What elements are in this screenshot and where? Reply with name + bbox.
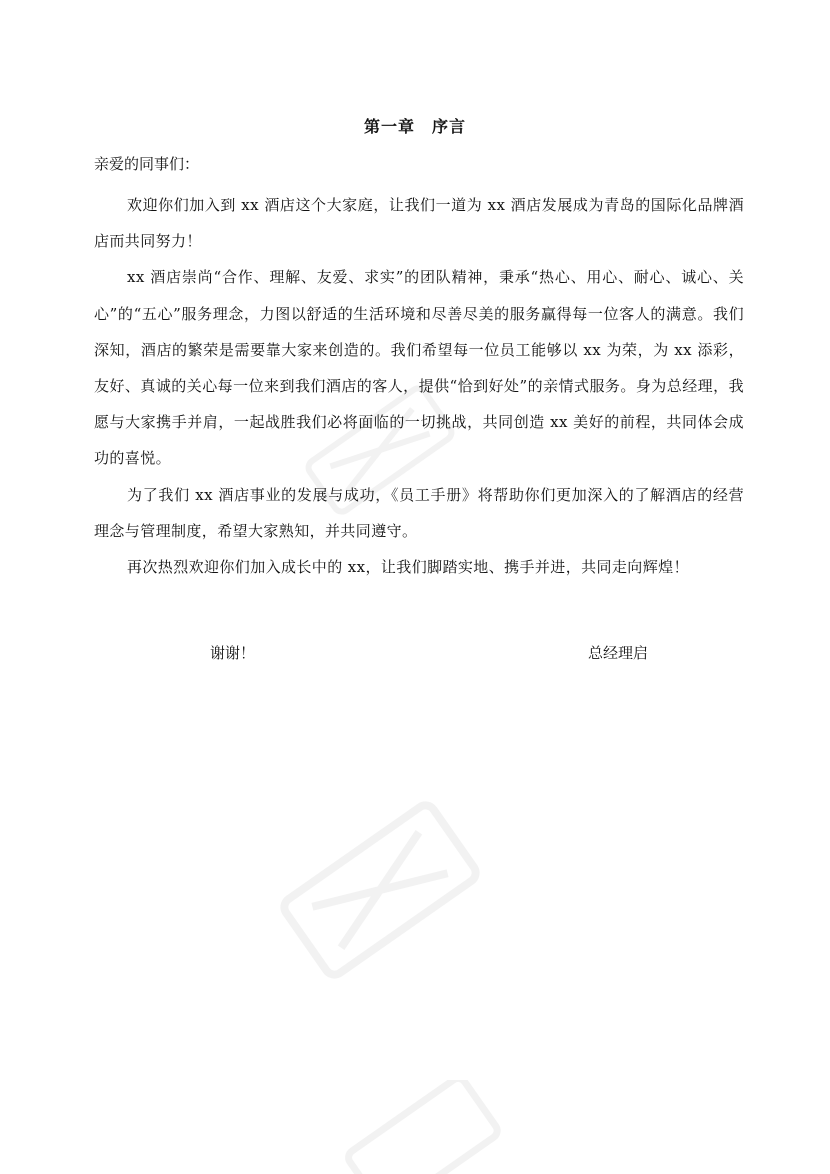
paragraph-welcome: 欢迎你们加入到 xx 酒店这个大家庭，让我们一道为 xx 酒店发展成为青岛的国际化品牌酒店而共同努力！: [94, 196, 744, 251]
page-title: 第一章 序言: [363, 117, 466, 136]
thanks-text: 谢谢！: [210, 644, 256, 662]
watermark-stamp-icon: [250, 790, 510, 990]
paragraph-handbook: 为了我们 xx 酒店事业的发展与成功，《员工手册》将帮助你们更加深入的了解酒店的经营理念与管理制度，希望大家熟知，并共同遵守。: [94, 485, 744, 540]
salutation: 亲爱的同事们：: [94, 155, 200, 173]
signature: 总经理启: [588, 644, 649, 662]
paragraph-philosophy: xx 酒店崇尚“合作、理解、友爱、求实”的团队精神，秉承“热心、用心、耐心、诚心、关心”的“五心”服务理念，力图以舒适的生活环境和尽善尽美的服务赢得每一位客人的满意。我们深知，酒店的繁荣是需要靠大家来创造的。我们希望每一位员工能够以 xx 为荣，为 xx 添彩，友好、真诚的关心每一位来到我们酒店的客人，提供“恰到好处”的亲情式服务。身为总经理，我愿与大家携手并肩，一起战胜我们必将面临的一切挑战，共同创造 xx 美好的前程，共同体会成功的喜悦。: [94, 268, 744, 468]
body-text: [94, 187, 744, 585]
watermark-stamp-icon: [330, 1080, 510, 1174]
paragraph-closing: 再次热烈欢迎你们加入成长中的 xx，让我们脚踏实地、携手并进，共同走向辉煌！: [127, 558, 689, 577]
